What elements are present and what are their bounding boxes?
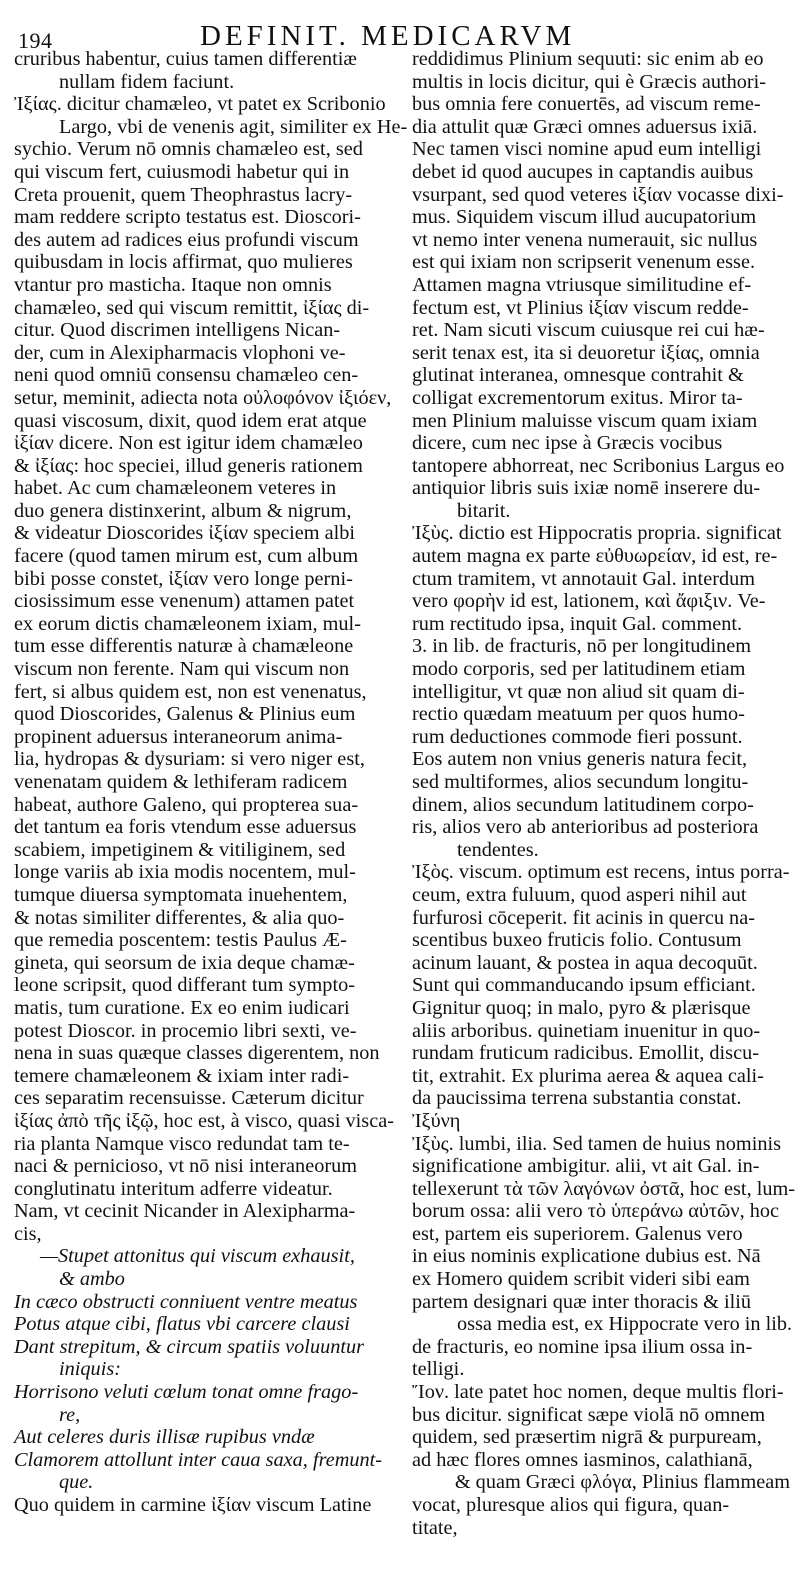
left-column-line: Potus atque cibi, flatus vbi carcere clausi bbox=[14, 1313, 350, 1336]
right-column-line: men Plinium maluisse viscum quam ixiam bbox=[412, 409, 758, 432]
running-title: DEFINIT. MEDICARVM bbox=[200, 20, 576, 52]
left-column-line: bibi posse constet, ἰξίαν vero longe perni- bbox=[14, 567, 353, 590]
right-column-line: ad hæc flores omnes iasminos, calathianā, bbox=[412, 1448, 753, 1471]
left-column-line: fert, si albus quidem est, non est venenatus, bbox=[14, 680, 367, 703]
right-column-line: multis in locis dicitur, qui è Græcis authori- bbox=[412, 70, 767, 93]
right-column-line: Ἰξύνη bbox=[412, 1109, 461, 1132]
left-column-line: potest Dioscor. in procemio libri sexti, ve- bbox=[14, 1019, 357, 1042]
right-column-line: antiquior libris suis ixiæ nomē inserere du- bbox=[412, 477, 761, 500]
right-column-line: ctum tramitem, vt annotauit Gal. interdum bbox=[412, 567, 756, 590]
right-column-line: telligi. bbox=[412, 1358, 465, 1381]
left-column-line: ces separatim recensuisse. Cæterum dicitur bbox=[14, 1087, 364, 1110]
right-column-line: colligat excrementorum exitus. Miror ta- bbox=[412, 386, 743, 409]
left-column-line: In cæco obstructi conniuent ventre meatus bbox=[14, 1290, 358, 1313]
right-column-line: intelligitur, vt quæ non aliud sit quam di- bbox=[412, 680, 745, 703]
left-column-line: Clamorem attollunt inter caua saxa, fremunt- bbox=[14, 1448, 383, 1471]
right-column-line: ret. Nam sicuti viscum cuiusque rei cui hæ- bbox=[412, 319, 765, 342]
right-column-line: Nec tamen visci nomine apud eum intelligi bbox=[412, 138, 762, 161]
right-column-line: Gignitur quoq; in malo, pyro & plærisque bbox=[412, 996, 751, 1019]
left-column-line: ciosissimum esse venenum) attamen patet bbox=[14, 590, 355, 613]
left-column-line: gineta, qui seorsum de ixia deque chamæ- bbox=[14, 951, 355, 974]
left-column-line: ἰξίαν dicere. Non est igitur idem chamæleo bbox=[14, 432, 363, 455]
left-column-line: Nam, vt cecinit Nicander in Alexipharma- bbox=[14, 1200, 356, 1223]
left-column-line: tum esse differentis naturæ à chamæleone bbox=[14, 635, 354, 658]
right-column-line: rundam fruticum radicibus. Emollit, discu- bbox=[412, 1042, 759, 1065]
right-column-line: titate, bbox=[412, 1516, 458, 1539]
left-column-line: naci & pernicioso, vt nō nisi interaneorum bbox=[14, 1155, 358, 1178]
right-column-line: aliis arboribus. quinetiam inuenitur in quo- bbox=[412, 1019, 761, 1042]
left-column-line: —Stupet attonitus qui viscum exhausit, bbox=[40, 1245, 355, 1268]
left-column-line: cis, bbox=[14, 1222, 42, 1245]
left-column-line: lia, hydropas & dysuriam: si vero niger est, bbox=[14, 748, 365, 771]
left-column-line: qui viscum fert, cuiusmodi habetur qui in bbox=[14, 160, 350, 183]
left-column-line: que remedia poscentem: testis Paulus Æ- bbox=[14, 929, 347, 952]
left-column-line: conglutinatu interitum adferre videatur. bbox=[14, 1177, 333, 1200]
left-column-line: & videatur Dioscorides ἰξίαν speciem albi bbox=[14, 522, 356, 545]
right-column-line: dinem, alios secundum latitudinem corpo- bbox=[412, 793, 754, 816]
left-column-line: setur, meminit, adiecta nota οὐλοφόνον ἰξιόεν, bbox=[14, 386, 392, 409]
right-column-line: vocat, pluresque alios qui figura, quan- bbox=[412, 1494, 730, 1516]
right-column-line: furfurosi cōceperit. fit acinis in quercu na- bbox=[412, 906, 755, 929]
left-column-line: viscum non ferente. Nam qui viscum non bbox=[14, 658, 350, 681]
right-column-line: Ἰξὸς. viscum. optimum est recens, intus porra- bbox=[412, 861, 790, 884]
left-column-line: Ἰξίας. dicitur chamæleo, vt patet ex Scribonio bbox=[14, 93, 386, 116]
left-column-line: sychio. Verum nō omnis chamæleo est, sed bbox=[14, 138, 363, 161]
right-column-line: significatione ambigitur. alii, vt ait Gal. in- bbox=[412, 1155, 760, 1178]
right-column-line: acinum lauant, & postea in aqua decoquūt. bbox=[412, 951, 758, 974]
left-column-line: nullam fidem faciunt. bbox=[59, 70, 235, 93]
right-column-line: ossa media est, ex Hippocrate vero in lib. bbox=[457, 1313, 793, 1336]
right-column-line: quidem, sed præsertim nigrā & purpuream, bbox=[412, 1426, 762, 1449]
page-number: 194 bbox=[18, 28, 53, 53]
right-column-line: bus dicitur. significat sæpe violā nō omnem bbox=[412, 1403, 766, 1426]
left-column-line: matis, tum curatione. Ex eo enim iudicari bbox=[14, 996, 350, 1019]
left-column-line: citur. Quod discrimen intelligens Nican- bbox=[14, 319, 341, 342]
left-column-line: quod Dioscorides, Galenus & Plinius eum bbox=[14, 703, 356, 726]
left-column-line: duo genera distinxerint, album & nigrum, bbox=[14, 499, 352, 522]
left-column-line: tumque diuersa symptomata inuehentem, bbox=[14, 883, 348, 906]
left-column-line: & notas similiter differentes, & alia quo- bbox=[14, 906, 345, 929]
right-column-line: Ἴον. late patet hoc nomen, deque multis flori- bbox=[412, 1381, 784, 1404]
right-column-line: dicere, cum nec ipse à Græcis vocibus bbox=[412, 432, 723, 455]
right-column-line: ris, alios vero ab anterioribus ad posteriora bbox=[412, 816, 759, 839]
left-column-line: & ἰξίας: hoc speciei, illud generis rationem bbox=[14, 454, 363, 477]
left-column-line: ria planta Namque visco redundat tam te- bbox=[14, 1132, 350, 1155]
right-column-line: ex Homero quidem scribit videri sibi eam bbox=[412, 1268, 750, 1291]
left-column-line: & ambo bbox=[59, 1268, 125, 1291]
left-column-line: Largo, vbi de venenis agit, similiter ex He- bbox=[59, 115, 408, 138]
right-column-line: sed multiformes, alios secundum longitu- bbox=[412, 771, 749, 793]
right-column-line: Sunt qui commanducando ipsum efficiant. bbox=[412, 974, 756, 997]
left-column bbox=[14, 48, 408, 1517]
right-column-line: bus omnia fere conuertēs, ad viscum reme- bbox=[412, 93, 761, 116]
left-column-line: mam reddere scripto testatus est. Dioscori- bbox=[14, 206, 361, 229]
left-column-line: iniquis: bbox=[59, 1358, 121, 1381]
right-column-line: est, partem eis superiorem. Galenus vero bbox=[412, 1222, 743, 1245]
left-column-line: propinent aduersus interaneorum anima- bbox=[14, 725, 343, 748]
left-column-line: des autem ad radices eius profundi viscum bbox=[14, 228, 359, 251]
right-column-line: reddidimus Plinium sequuti: sic enim ab eo bbox=[412, 48, 764, 70]
right-column-line: tit, extrahit. Ex plurima aerea & aquea cali- bbox=[412, 1064, 764, 1087]
right-column bbox=[412, 48, 796, 1539]
right-column-line: de fracturis, eo nomine ipsa ilium ossa in- bbox=[412, 1335, 753, 1358]
right-column-line: & quam Græci φλόγα, Plinius flammeam bbox=[454, 1471, 790, 1494]
left-column-line: temere chamæleonem & ixiam inter radi- bbox=[14, 1064, 350, 1087]
right-column-line: vsurpant, sed quod veteres ἰξίαν vocasse dixi- bbox=[412, 183, 784, 206]
right-column-line: partem designari quæ inter thoracis & iliū bbox=[412, 1290, 752, 1313]
left-column-line: leone scripsit, quod differant tum sympto- bbox=[14, 974, 355, 997]
left-column-line: cruribus habentur, cuius tamen differentiæ bbox=[14, 48, 357, 70]
right-column-line: Attamen magna vtriusque similitudine ef- bbox=[412, 273, 752, 296]
right-column-line: bitarit. bbox=[457, 499, 511, 522]
right-column-line: scentibus buxeo fruticis folio. Contusum bbox=[412, 929, 742, 952]
left-column-line: der, cum in Alexipharmacis vlophoni ve- bbox=[14, 341, 346, 364]
right-column-line: da paucissima terrena substantia constat. bbox=[412, 1087, 742, 1110]
left-column-line: det tantum ea foris vtendum esse aduersus bbox=[14, 816, 357, 839]
right-column-line: tendentes. bbox=[457, 838, 539, 861]
right-column-line: glutinat interanea, omnesque contrahit & bbox=[412, 364, 744, 387]
right-column-line: Ἰξὺς. lumbi, ilia. Sed tamen de huius nominis bbox=[412, 1132, 782, 1155]
left-column-line: vtantur pro masticha. Itaque non omnis bbox=[14, 273, 332, 296]
left-column-line: longe variis ab ixia modis nocentem, mul- bbox=[14, 861, 356, 884]
right-column-line: est qui ixiam non scripserit venenum esse. bbox=[412, 251, 756, 274]
left-column-line: ἰξίας ἀπὸ τῆς ἰξῷ, hoc est, à visco, quasi visca- bbox=[14, 1109, 394, 1132]
right-column-line: tellexerunt τὰ τῶν λαγόνων ὀστᾶ, hoc est, lum- bbox=[412, 1177, 796, 1200]
left-column-line: venenatam quidem & lethiferam radicem bbox=[14, 771, 348, 793]
page-header bbox=[0, 8, 800, 53]
left-column-line: re, bbox=[59, 1403, 81, 1426]
left-column-line: habet. Ac cum chamæleonem veteres in bbox=[14, 477, 337, 500]
right-column-line: rectio quædam meatuum per quos humo- bbox=[412, 703, 745, 726]
right-column-line: vt nemo inter venena numerauit, sic nullus bbox=[412, 228, 758, 251]
right-column-line: ceum, extra fuluum, quod asperi nihil aut bbox=[412, 883, 747, 906]
left-column-line: Horrisono veluti cœlum tonat omne frago- bbox=[14, 1381, 359, 1404]
left-column-line: quibusdam in locis affirmat, quo mulieres bbox=[14, 251, 353, 274]
left-column-line: Dant strepitum, & circum spatiis voluuntur bbox=[14, 1335, 365, 1358]
right-column-line: 3. in lib. de fracturis, nō per longitudinem bbox=[412, 635, 752, 658]
right-column-line: debet id quod aucupes in captandis auibus bbox=[412, 160, 754, 183]
left-column-line: Aut celeres duris illisæ rupibus vndæ bbox=[14, 1426, 315, 1449]
right-column-line: in eius nominis explicatione dubius est. Nā bbox=[412, 1245, 761, 1268]
right-column-line: vero φορὴν id est, lationem, καὶ ἄφιξιν. Ve- bbox=[412, 590, 766, 613]
right-column-line: Eos autem non vnius generis natura fecit, bbox=[412, 748, 748, 771]
right-column-line: rum deductiones commode fieri possunt. bbox=[412, 725, 743, 748]
left-column-line: Creta prouenit, quem Theophrastus lacry- bbox=[14, 183, 353, 206]
right-column-line: rum rectitudo ipsa, inquit Gal. comment. bbox=[412, 612, 743, 635]
left-column-line: habeat, authore Galeno, qui propterea sua- bbox=[14, 793, 359, 816]
left-column-line: nena in suas quæque classes digerentem, non bbox=[14, 1042, 380, 1065]
right-column-line: borum ossa: alii vero τὸ ὑπεράνω αὐτῶν, hoc bbox=[412, 1200, 779, 1223]
right-column-line: mus. Siquidem viscum illud aucupatorium bbox=[412, 206, 757, 229]
right-column-line: fectum est, vt Plinius ἰξίαν viscum redde- bbox=[412, 296, 749, 319]
left-column-line: ex eorum dictis chamæleonem ixiam, mul- bbox=[14, 612, 361, 635]
left-column-line: facere (quod tamen mirum est, cum album bbox=[14, 545, 359, 568]
right-column-line: serit tenax est, ita si deuoretur ἰξίας, omnia bbox=[412, 341, 760, 364]
left-column-line: Quo quidem in carmine ἰξίαν viscum Latine bbox=[14, 1494, 372, 1516]
left-column-line: scabiem, impetiginem & vitiliginem, sed bbox=[14, 838, 346, 861]
right-column-line: modo corporis, sed per latitudinem etiam bbox=[412, 658, 746, 681]
right-column-line: Ἰξὺς. dictio est Hippocratis propria. significat bbox=[412, 522, 782, 545]
right-column-line: tantopere abhorreat, nec Scribonius Largus eo bbox=[412, 454, 785, 477]
left-column-line: neni quod omniū consensu chamæleo cen- bbox=[14, 364, 359, 387]
left-column-line: que. bbox=[59, 1471, 94, 1494]
right-column-line: dia attulit quæ Græci omnes aduersus ixiā. bbox=[412, 115, 758, 138]
left-column-line: quasi viscosum, dixit, quod idem erat atque bbox=[14, 409, 367, 432]
right-column-line: autem magna ex parte εὐθυωρείαν, id est, re- bbox=[412, 545, 778, 568]
left-column-line: chamæleo, sed qui viscum remittit, ἰξίας di- bbox=[14, 296, 370, 319]
